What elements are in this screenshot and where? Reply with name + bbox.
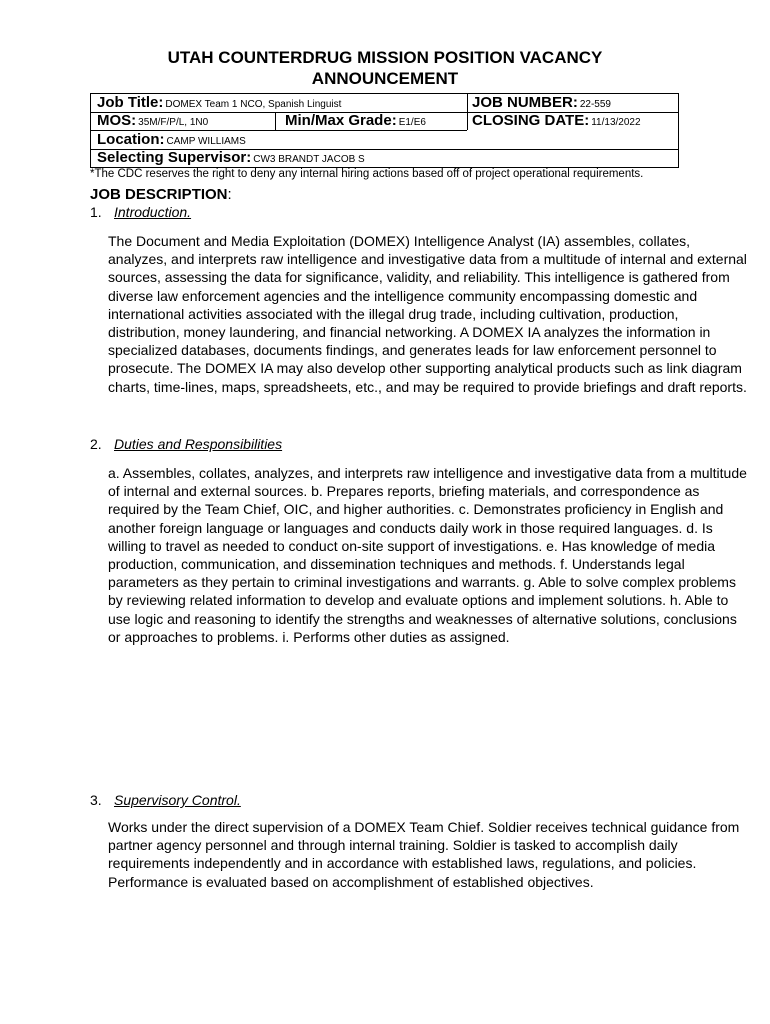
grade-cell xyxy=(285,112,426,129)
section-heading xyxy=(90,204,191,220)
mos-value: 35M/F/P/L, 1N0 xyxy=(138,117,209,128)
location-label: Location: xyxy=(97,131,165,148)
table-divider xyxy=(275,112,276,130)
section-number: 3. xyxy=(90,792,102,808)
job-title-value: DOMEX Team 1 NCO, Spanish Linguist xyxy=(165,99,342,110)
closing-date-value: 11/13/2022 xyxy=(591,117,641,128)
section-title: Duties and Responsibilities xyxy=(114,436,283,452)
job-title-cell xyxy=(97,94,341,111)
grade-label: Min/Max Grade: xyxy=(285,112,397,129)
supervisor-cell xyxy=(97,149,365,166)
section-paragraph: Works under the direct supervision of a DOMEX Team Chief. Soldier receives technical guidance from partner agency personnel and through internal training. Soldier is tasked to accomplish daily requirements independently and in accordance with established laws, regulations, and policies. Performance is evaluated based on accomplishment of established objectives. xyxy=(108,819,740,890)
closing-date-cell xyxy=(472,112,641,129)
section-number: 1. xyxy=(90,204,102,220)
job-title-label: Job Title: xyxy=(97,94,164,111)
section-heading xyxy=(90,436,282,452)
mos-label: MOS: xyxy=(97,112,137,129)
section-number: 2. xyxy=(90,436,102,452)
job-description-heading xyxy=(90,186,232,203)
mos-cell xyxy=(97,112,208,129)
page-title xyxy=(90,47,680,89)
section-title: Introduction. xyxy=(114,204,192,220)
title-line-1: UTAH COUNTERDRUG MISSION POSITION VACANCY xyxy=(167,48,603,67)
grade-value: E1/E6 xyxy=(398,117,426,128)
section-paragraph: The Document and Media Exploitation (DOMEX) Intelligence Analyst (IA) assembles, collates, analyzes, and interprets raw intelligence and investigative data from a multitude of internal and external sources, assessing the data for significance, validity, and reliability. This intelligence is gathered from diverse law enforcement agencies and the intelligence community encompassing domestic and international activities associated with the illegal drug trade, including cultivation, production, distribution, money laundering, and financial networking. A DOMEX IA analyzes the information in specialized databases, documents findings, and generates leads for law enforcement personnel to prosecute. The DOMEX IA may also develop other supporting analytical products such as link diagram charts, time-lines, maps, spreadsheets, etc., and may be required to provide briefings and draft reports. xyxy=(108,233,747,395)
supervisor-value: CW3 BRANDT JACOB S xyxy=(253,154,365,165)
job-description-colon: : xyxy=(227,186,232,203)
vacancy-header-table xyxy=(90,93,679,168)
cdc-disclaimer: *The CDC reserves the right to deny any internal hiring actions based off of project operational requirements. xyxy=(90,168,644,180)
section-paragraph: a. Assembles, collates, analyzes, and interprets raw intelligence and investigative data from a multitude of internal and external sources. b. Prepares reports, briefing materials, and correspondence as required by the Team Chief, OIC, and higher authorities. c. Demonstrates proficiency in English and another foreign language or languages and conducts daily work in those required languages. d. Is willing to travel as needed to conduct on-site support of investigations. e. Has knowledge of media production, communication, and dissemination techniques and methods. f. Understands legal parameters as they pertain to criminal investigations and warrants. g. Able to solve complex problems by reviewing related information to develop and evaluate options and implement solutions. h. Able to use logic and reasoning to identify the strengths and weaknesses of alternative solutions, conclusions or approaches to problems. i. Performs other duties as assigned. xyxy=(108,465,747,645)
title-line-2: ANNOUNCEMENT xyxy=(311,69,459,88)
section-heading xyxy=(90,792,241,808)
job-number-label: JOB NUMBER: xyxy=(472,94,578,111)
location-value: CAMP WILLIAMS xyxy=(166,136,246,147)
table-divider xyxy=(467,94,468,130)
job-number-value: 22-559 xyxy=(579,99,611,110)
location-cell xyxy=(97,131,246,148)
section-title: Supervisory Control. xyxy=(114,792,241,808)
job-number-cell xyxy=(472,94,611,111)
closing-date-label: CLOSING DATE: xyxy=(472,112,590,129)
supervisor-label: Selecting Supervisor: xyxy=(97,149,252,166)
job-description-label: JOB DESCRIPTION xyxy=(90,186,228,203)
